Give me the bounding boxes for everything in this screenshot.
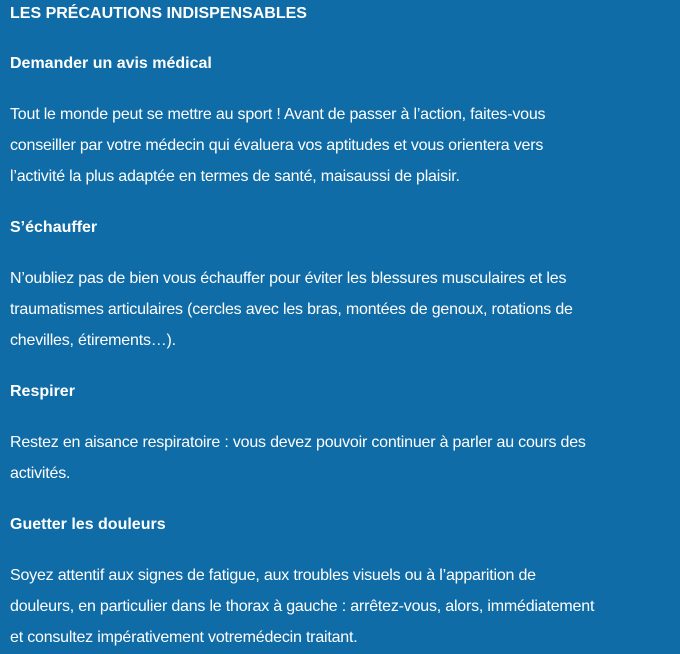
- section-heading-breathe: Respirer: [10, 383, 75, 400]
- section-paragraph-watch-pain: [10, 560, 670, 653]
- paragraph-line: activités.: [10, 465, 71, 482]
- paragraph-line: Soyez attentif aux signes de fatigue, aux troubles visuels ou à l’apparition de: [10, 567, 536, 584]
- paragraph-line: traumatismes articulaires (cercles avec les bras, montées de genoux, rotations de: [10, 301, 573, 318]
- paragraph-line: chevilles, étirements…).: [10, 332, 176, 349]
- paragraph-line: N’oubliez pas de bien vous échauffer pour éviter les blessures musculaires et les: [10, 270, 567, 287]
- section-paragraph-medical-advice: [10, 99, 670, 192]
- paragraph-line: Tout le monde peut se mettre au sport ! Avant de passer à l’action, faites-vous: [10, 106, 546, 123]
- paragraph-line: conseiller par votre médecin qui évaluera vos aptitudes et vous orientera vers: [10, 137, 544, 154]
- paragraph-line: l’activité la plus adaptée en termes de santé, maisaussi de plaisir.: [10, 168, 460, 185]
- section-heading-warm-up: S’échauffer: [10, 219, 98, 236]
- paragraph-line: Restez en aisance respiratoire : vous devez pouvoir continuer à parler au cours des: [10, 434, 586, 451]
- page-title: LES PRÉCAUTIONS INDISPENSABLES: [10, 5, 307, 22]
- paragraph-line: et consultez impérativement votremédecin traitant.: [10, 629, 358, 646]
- section-paragraph-warm-up: [10, 263, 670, 356]
- section-heading-medical-advice: Demander un avis médical: [10, 55, 212, 72]
- section-heading-watch-pain: Guetter les douleurs: [10, 516, 166, 533]
- section-paragraph-breathe: [10, 427, 670, 489]
- paragraph-line: douleurs, en particulier dans le thorax à gauche : arrêtez-vous, alors, immédiatement: [10, 598, 595, 615]
